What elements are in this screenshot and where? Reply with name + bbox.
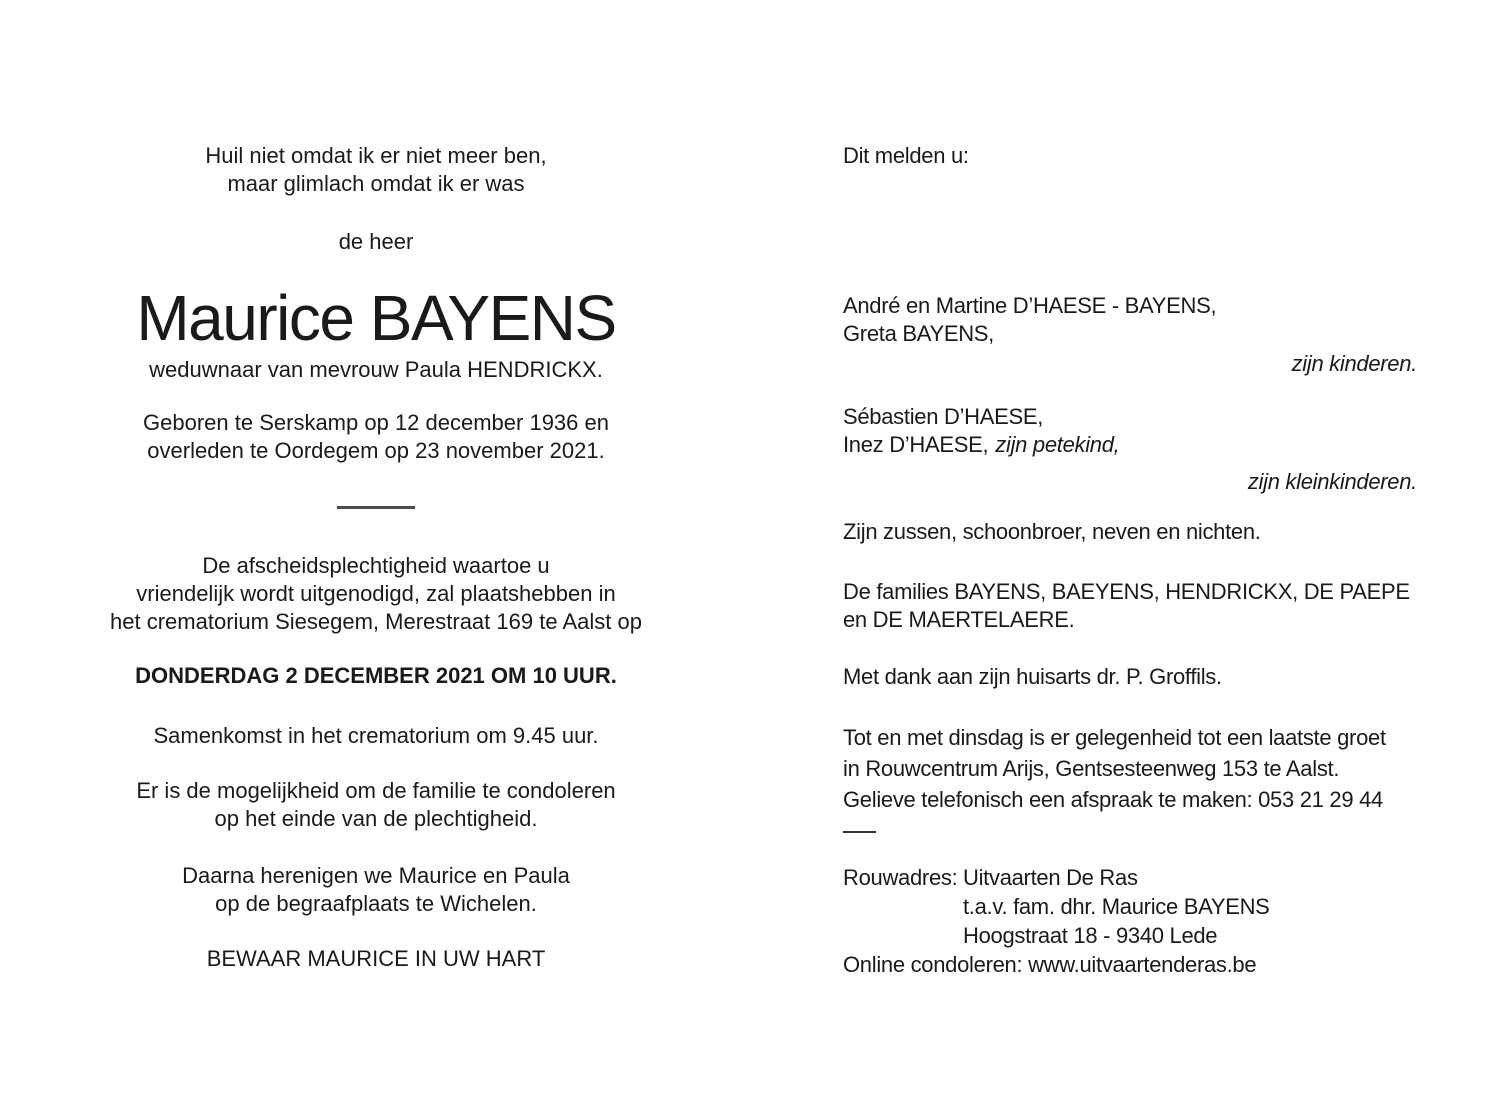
grandchild-name: Inez D’HAESE, — [843, 432, 989, 457]
ceremony-datetime: DONDERDAG 2 DECEMBER 2021 OM 10 UUR. — [135, 663, 617, 688]
last-greeting-line-2: in Rouwcentrum Arijs, Gentsesteenweg 153 te Aalst. — [843, 756, 1340, 781]
left-column — [76, 142, 676, 973]
separator-line-short — [843, 831, 876, 833]
grandchildren-names — [843, 403, 1417, 459]
separator-line — [337, 506, 415, 509]
relatives-line: Zijn zussen, schoonbroer, neven en nichten. — [843, 519, 1261, 544]
invitation-line-1: De afscheidsplechtigheid waartoe u — [202, 553, 550, 578]
address-line-1: Uitvaarten De Ras — [963, 865, 1138, 890]
life-dates — [76, 409, 676, 465]
ceremony-invitation — [76, 552, 676, 636]
condolence-line-1: Er is de mogelijkheid om de familie te condoleren — [136, 778, 616, 803]
deceased-name: Maurice BAYENS — [136, 282, 616, 354]
reunion-line-2: op de begraafplaats te Wichelen. — [215, 891, 537, 916]
salutation: de heer — [338, 229, 414, 254]
children-names — [843, 292, 1417, 348]
reunion-note — [76, 862, 676, 918]
right-column — [843, 142, 1417, 979]
godchild-note: zijn petekind, — [995, 432, 1120, 457]
address-line-3: Hoogstraat 18 - 9340 Lede — [963, 923, 1218, 948]
child-line-2: Greta BAYENS, — [843, 321, 994, 346]
last-greeting — [843, 722, 1417, 815]
grandchildren-label: zijn kleinkinderen. — [1247, 469, 1417, 494]
families-line-1: De families BAYENS, BAEYENS, HENDRICKX, DE PAEPE — [843, 579, 1410, 604]
birth-line: Geboren te Serskamp op 12 december 1936 en — [143, 410, 609, 435]
death-line: overleden te Oordegem op 23 november 2021. — [147, 438, 605, 463]
online-condolence-line: Online condoleren: www.uitvaartenderas.be — [843, 952, 1257, 977]
announcement-intro: Dit melden u: — [843, 143, 969, 168]
closing-line: BEWAAR MAURICE IN UW HART — [206, 946, 546, 971]
thanks-line: Met dank aan zijn huisarts dr. P. Groffils. — [843, 664, 1222, 689]
condolence-note — [76, 777, 676, 833]
children-label: zijn kinderen. — [1291, 351, 1417, 376]
last-greeting-line-1: Tot en met dinsdag is er gelegenheid tot een laatste groet — [843, 725, 1386, 750]
reunion-line-1: Daarna herenigen we Maurice en Paula — [182, 863, 570, 888]
address-line-2: t.a.v. fam. dhr. Maurice BAYENS — [963, 894, 1270, 919]
condolence-line-2: op het einde van de plechtigheid. — [214, 806, 538, 831]
epigraph-line-1: Huil niet omdat ik er niet meer ben, — [205, 143, 547, 168]
mourning-address-lines — [963, 863, 1270, 950]
epigraph — [76, 142, 676, 198]
epigraph-line-2: maar glimlach omdat ik er was — [227, 171, 525, 196]
child-line-1: André en Martine D’HAESE - BAYENS, — [843, 293, 1217, 318]
grandchild-line-2 — [843, 431, 1417, 459]
invitation-line-3: het crematorium Siesegem, Merestraat 169 te Aalst op — [110, 609, 642, 634]
widower-line: weduwnaar van mevrouw Paula HENDRICKX. — [149, 357, 603, 382]
last-greeting-line-3: Gelieve telefonisch een afspraak te maken: 053 21 29 44 — [843, 787, 1383, 812]
families-line-2: en DE MAERTELAERE. — [843, 607, 1075, 632]
gathering-line: Samenkomst in het crematorium om 9.45 uur. — [153, 723, 599, 748]
grandchild-line-1: Sébastien D’HAESE, — [843, 404, 1044, 429]
families-lines — [843, 578, 1417, 634]
invitation-line-2: vriendelijk wordt uitgenodigd, zal plaatshebben in — [136, 581, 616, 606]
mourning-address — [843, 863, 1417, 950]
mourning-address-label: Rouwadres: — [843, 865, 958, 890]
